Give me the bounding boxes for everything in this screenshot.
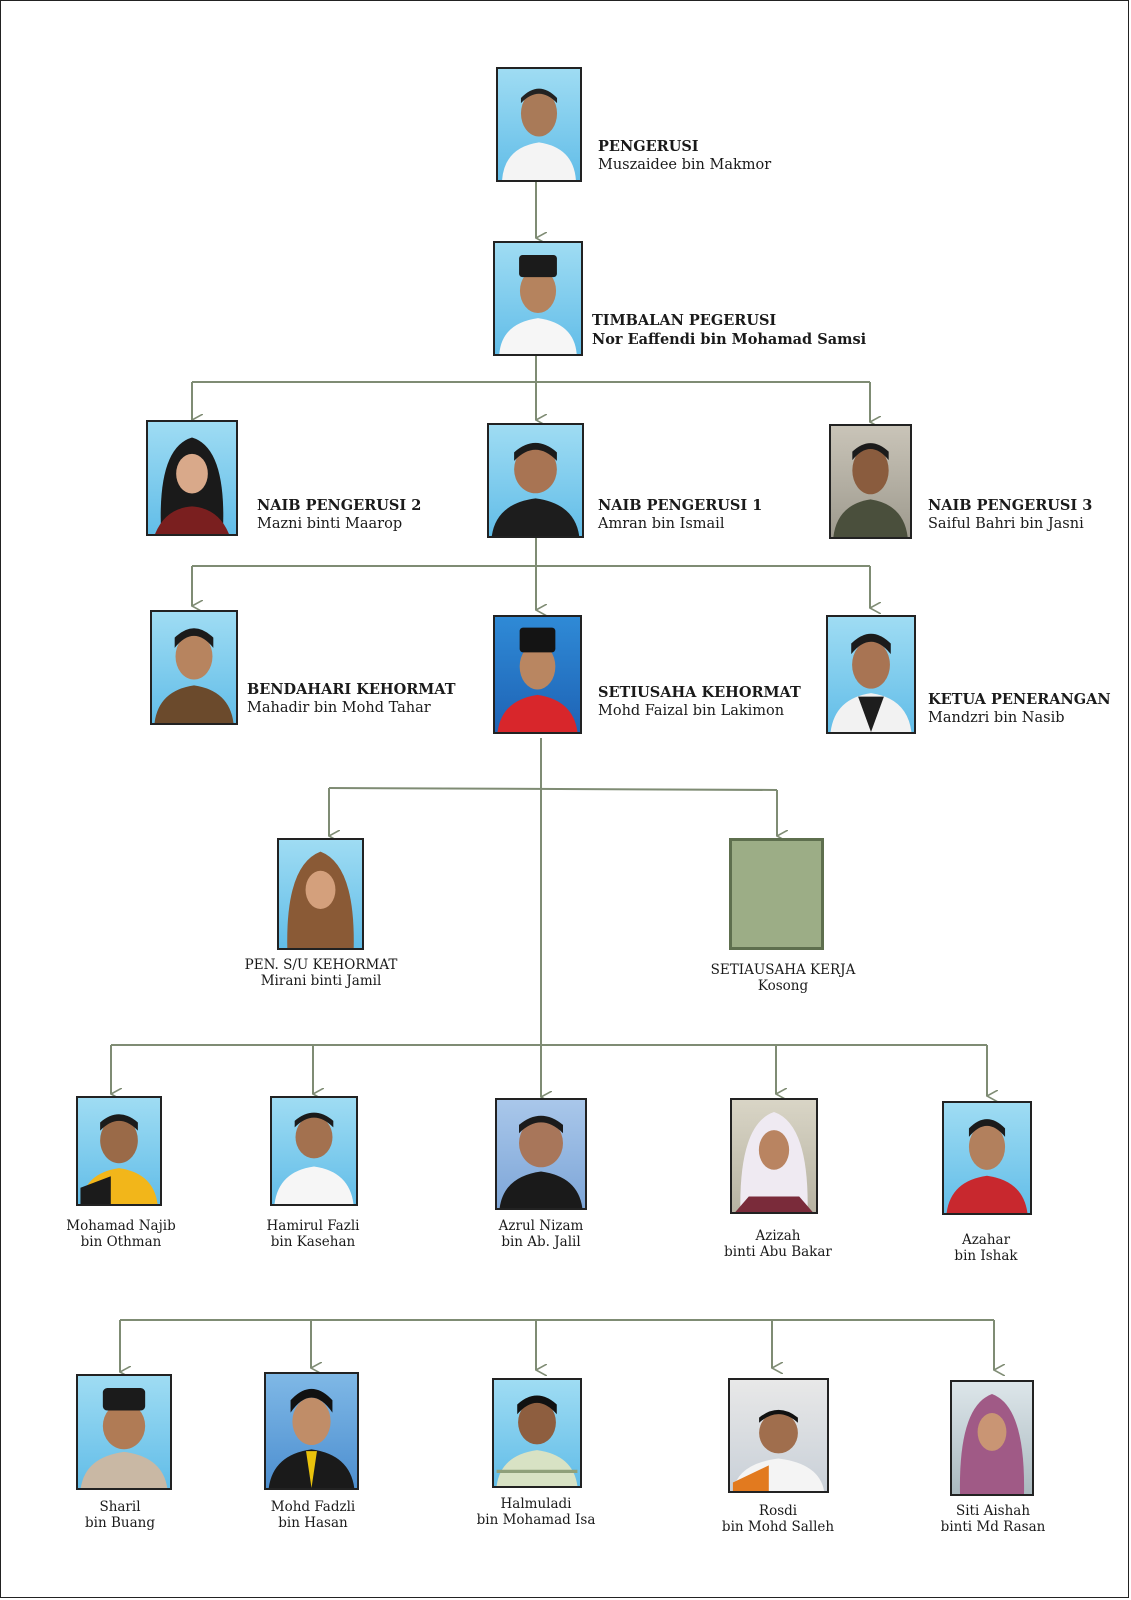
asst-secretary-label — [245, 957, 398, 989]
committee-name-line2: binti Abu Bakar — [724, 1244, 832, 1260]
vice-chairman-3-name: Saiful Bahri bin Jasni — [928, 516, 1084, 532]
chairman-photo — [496, 67, 582, 182]
committee-name-line2: bin Ishak — [954, 1248, 1018, 1264]
chairman-label — [598, 137, 771, 175]
working-secretary-name: Kosong — [757, 978, 809, 994]
committee-photo — [950, 1380, 1034, 1496]
treasurer-label — [247, 680, 456, 718]
deputy-chairman-name: Nor Eaffendi bin Mohamad Samsi — [592, 331, 867, 348]
committee-label — [271, 1499, 355, 1531]
information-head-name: Mandzri bin Nasib — [928, 710, 1065, 726]
asst-secretary-name: Mirani binti Jamil — [260, 973, 382, 989]
committee-name-line1: Mohamad Najib — [66, 1218, 176, 1234]
secretary-photo — [493, 615, 582, 734]
committee-name-line1: Sharil — [99, 1499, 141, 1515]
vice-chairman-2-name: Mazni binti Maarop — [257, 516, 403, 532]
vice-chairman-2-title: NAIB PENGERUSI 2 — [257, 497, 422, 514]
committee-photo — [495, 1098, 587, 1210]
committee-name-line1: Azahar — [961, 1232, 1011, 1248]
information-head-title: KETUA PENERANGAN — [928, 691, 1111, 708]
committee-photo — [942, 1101, 1032, 1215]
committee-photo — [492, 1378, 582, 1488]
information-head-photo — [826, 615, 916, 734]
chairman-name: Muszaidee bin Makmor — [598, 157, 772, 173]
deputy-chairman-label — [592, 311, 866, 349]
committee-photo — [76, 1096, 162, 1206]
asst-secretary-photo — [277, 838, 364, 950]
working-secretary-label — [711, 962, 856, 994]
treasurer-title: BENDAHARI KEHORMAT — [247, 681, 456, 698]
secretary-label — [598, 683, 801, 721]
committee-name-line2: bin Buang — [85, 1515, 155, 1531]
treasurer-name: Mahadir bin Mohd Tahar — [247, 700, 431, 716]
committee-label — [267, 1218, 360, 1250]
vice-chairman-3-title: NAIB PENGERUSI 3 — [928, 497, 1093, 514]
vice-chairman-3-label — [928, 496, 1092, 534]
committee-name-line2: bin Othman — [80, 1234, 162, 1250]
vice-chairman-1-photo — [487, 423, 584, 538]
committee-name-line2: bin Mohd Salleh — [721, 1519, 835, 1535]
deputy-chairman-title: TIMBALAN PEGERUSI — [592, 312, 777, 329]
secretary-name: Mohd Faizal bin Lakimon — [598, 703, 785, 719]
committee-label — [85, 1499, 155, 1531]
treasurer-photo — [150, 610, 238, 725]
vice-chairman-1-title: NAIB PENGERUSI 1 — [598, 497, 763, 514]
working-secretary-vacant-box — [729, 838, 824, 950]
committee-name-line2: binti Md Rasan — [940, 1519, 1046, 1535]
committee-name-line1: Hamirul Fazli — [266, 1218, 360, 1234]
committee-name-line1: Azrul Nizam — [498, 1218, 584, 1234]
vice-chairman-2-label — [257, 496, 421, 534]
committee-label — [941, 1503, 1046, 1535]
secretary-title: SETIUSAHA KEHORMAT — [598, 684, 801, 701]
committee-name-line2: bin Ab. Jalil — [501, 1234, 581, 1250]
chairman-title: PENGERUSI — [598, 138, 699, 155]
committee-name-line1: Siti Aishah — [955, 1503, 1031, 1519]
committee-name-line2: bin Hasan — [278, 1515, 348, 1531]
committee-photo — [270, 1096, 358, 1206]
committee-label — [499, 1218, 584, 1250]
committee-label — [724, 1228, 832, 1260]
deputy-chairman-photo — [493, 241, 583, 356]
connector-assistant-bar — [329, 788, 777, 790]
vice-chairman-1-label — [598, 496, 762, 534]
committee-photo — [264, 1372, 359, 1490]
vice-chairman-1-name: Amran bin Ismail — [598, 516, 725, 532]
committee-label — [722, 1503, 834, 1535]
committee-name-line1: Mohd Fadzli — [270, 1499, 356, 1515]
committee-photo — [728, 1378, 829, 1493]
committee-name-line2: bin Mohamad Isa — [476, 1512, 596, 1528]
committee-name-line2: bin Kasehan — [270, 1234, 356, 1250]
information-head-label — [928, 690, 1111, 728]
committee-label — [66, 1218, 175, 1250]
committee-name-line1: Rosdi — [758, 1503, 798, 1519]
vice-chairman-2-photo — [146, 420, 238, 536]
committee-photo — [730, 1098, 818, 1214]
working-secretary-title: SETIAUSAHA KERJA — [710, 962, 856, 978]
committee-photo — [76, 1374, 172, 1490]
committee-label — [954, 1232, 1017, 1264]
committee-label — [477, 1496, 596, 1528]
committee-name-line1: Azizah — [755, 1228, 801, 1244]
committee-name-line1: Halmuladi — [500, 1496, 572, 1512]
vice-chairman-3-photo — [829, 424, 912, 539]
asst-secretary-title: PEN. S/U KEHORMAT — [244, 957, 398, 973]
